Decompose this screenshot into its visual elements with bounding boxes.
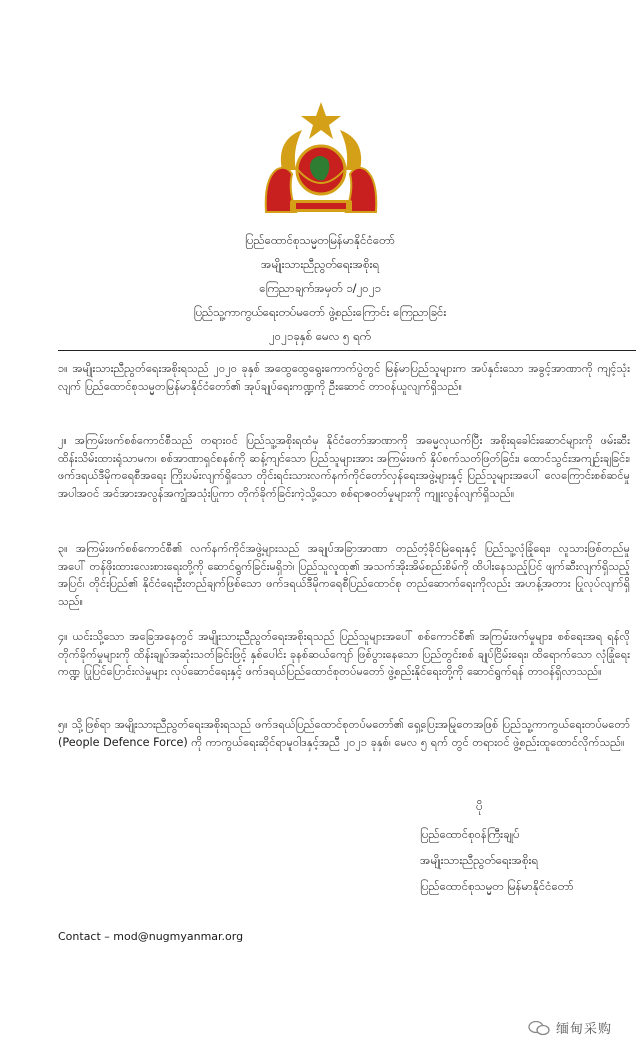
chat-bubble-icon [528,1020,550,1036]
signature-government: အမျိုးသားညီညွတ်ရေးအစိုးရ [420,853,539,867]
paragraph-1: ၁။ အမျိုးသားညီညွတ်ရေးအစိုးရသည် ၂၀၂၀ ခုနှစ် အထွေထွေရွေးကောက်ပွဲတွင် မြန်မာပြည်သူများက အပ်နှင်းသော အခွင့်အာဏာကို ကျင့်သုံးလျက် ပြည်ထောင်စုသမ္မတမြန်မာနိုင်ငံတော်၏ အုပ်ချုပ်ရေးကဏ္ဍကို ဦးဆောင် တာဝန်ယူလျက်ရှိသည်။ [58,362,630,393]
watermark [528,1018,612,1037]
signature-state: ပြည်ထောင်စုသမ္မတ မြန်မာနိုင်ငံတော် [420,879,574,893]
signature-order: ပို [476,799,483,813]
paragraph-2: ၂။ အကြမ်းဖက်စစ်ကောင်စီသည် တရားဝင် ပြည်သူ့အစိုးရထံမှ နိုင်ငံတော်အာဏာကို အဓမ္မလုယက်ပြီး အစိုးရခေါင်းဆောင်များကို ဖမ်းဆီးထိန်းသိမ်းထားရုံသာမက၊ စစ်အာဏာရှင်စနစ်ကို ဆန့်ကျင်သော ပြည်သူများအား အကြမ်းဖက် နှိပ်စက်သတ်ဖြတ်ခြင်း၊ ထောင်သွင်းအကျဉ်းချခြင်း၊ ဖက်ဒရယ်ဒီမိုကရေစီအရေး ကြိုးပမ်းလျက်ရှိသော တိုင်းရင်းသားလက်နက်ကိုင်တော်လှန်ရေးအဖွဲ့များနှင့် ပြည်သူများအပေါ် လေကြောင်းစစ်ဆင်မှု အပါအဝင် အင်အားအလွန်အကျွံအသုံးပြုကာ တိုက်ခိုက်ခြင်းကဲ့သို့သော စစ်ရာဇဝတ်မှုများကို ကျူးလွန်လျက်ရှိသည်။ [58,434,630,500]
signature-title: ပြည်ထောင်စုဝန်ကြီးချုပ် [420,827,520,841]
header-announcement-title: ပြည်သူ့ကာကွယ်ရေးတပ်မတော် ဖွဲ့စည်းကြောင်း ကြေညာခြင်း [193,305,447,319]
header-state-name: ပြည်ထောင်စုသမ္မတမြန်မာနိုင်ငံတော် [244,233,396,247]
header-date: ၂၀၂၁ခုနှစ် မေလ ၅ ရက် [268,329,371,343]
paragraph-5: ၅။ သို့ဖြစ်ရာ အမျိုးသားညီညွတ်ရေးအစိုးရသည် ဖက်ဒရယ်ပြည်ထောင်စုတပ်မတော်၏ ရှေ့ပြေးအမြုတေအဖြစ် ပြည်သူ့ကာကွယ်ရေးတပ်မတော် (People Defence Force) ကို ကာကွယ်ရေးဆိုင်ရာမူဝါဒနှင့်အညီ ၂၀၂၁ ခုနှစ်၊ မေလ ၅ ရက် တွင် တရားဝင် ဖွဲ့စည်းထူထောင်လိုက်သည်။ [58,718,630,749]
header-announcement-number: ကြေညာချက်အမှတ် ၁/၂၀၂၁ [259,281,381,295]
paragraph-3: ၃။ အကြမ်းဖက်စစ်ကောင်စီ၏ လက်နက်ကိုင်အဖွဲ့များသည် အချုပ်အခြာအာဏာ တည်တံ့ခိုင်မြဲရေးနှင့် ပြည်သူ့လုံခြုံရေး၊ လူသားဖြစ်တည်မှုအပေါ် တန်ဖိုးထားလေးစားရေးတို့ကို ဆောင်ရွက်ခြင်းမရှိဘဲ၊ ပြည်သူလူထု၏ အသက်အိုးအိမ်စည်းစိမ်ကို ထိပါးနေသည့်ပြင် ဖျက်ဆီးလျက်ရှိသည့်အပြင်၊ တိုင်းပြည်၏ နိုင်ငံရေးဦးတည်ချက်ဖြစ်သော ဖက်ဒရယ်ဒီမိုကရေစီပြည်ထောင်စု တည်ဆောက်ရေးကိုလည်း အဟန့်အတား ပြုလုပ်လျက်ရှိသည်။ [58,542,630,608]
paragraph-4: ၄။ ယင်းသို့သော အခြေအနေတွင် အမျိုးသားညီညွတ်ရေးအစိုးရသည် ပြည်သူများအပေါ် စစ်ကောင်စီ၏ အကြမ်းဖက်မှုများ၊ စစ်ရေးအရ ရန်လိုတိုက်ခိုက်မှုများကို ထိန်းချုပ်အဆုံးသတ်ခြင်းဖြင့် နှစ်ပေါင်း ခုနစ်ဆယ်ကျော် ဖြစ်ပွားနေသော ပြည်တွင်းစစ် ချုပ်ငြိမ်းရေး၊ ထိရောက်သော လုံခြုံရေးကဏ္ဍ ပြုပြင်ပြောင်းလဲမှုများ လုပ်ဆောင်ရေးနှင့် ဖက်ဒရယ်ပြည်ထောင်စုတပ်မတော် ဖွဲ့စည်းနိုင်ရေးတို့ကို ဆောင်ရွက်ရန် တာဝန်ရှိလာသည်။ [58,630,630,678]
state-emblem-seal [262,100,380,220]
contact-email: Contact – mod@nugmyanmar.org [58,930,244,943]
header-divider [58,350,636,351]
watermark-text: 缅甸采购 [556,1022,613,1037]
header-government-name: အမျိုးသားညီညွတ်ရေးအစိုးရ [260,257,380,271]
